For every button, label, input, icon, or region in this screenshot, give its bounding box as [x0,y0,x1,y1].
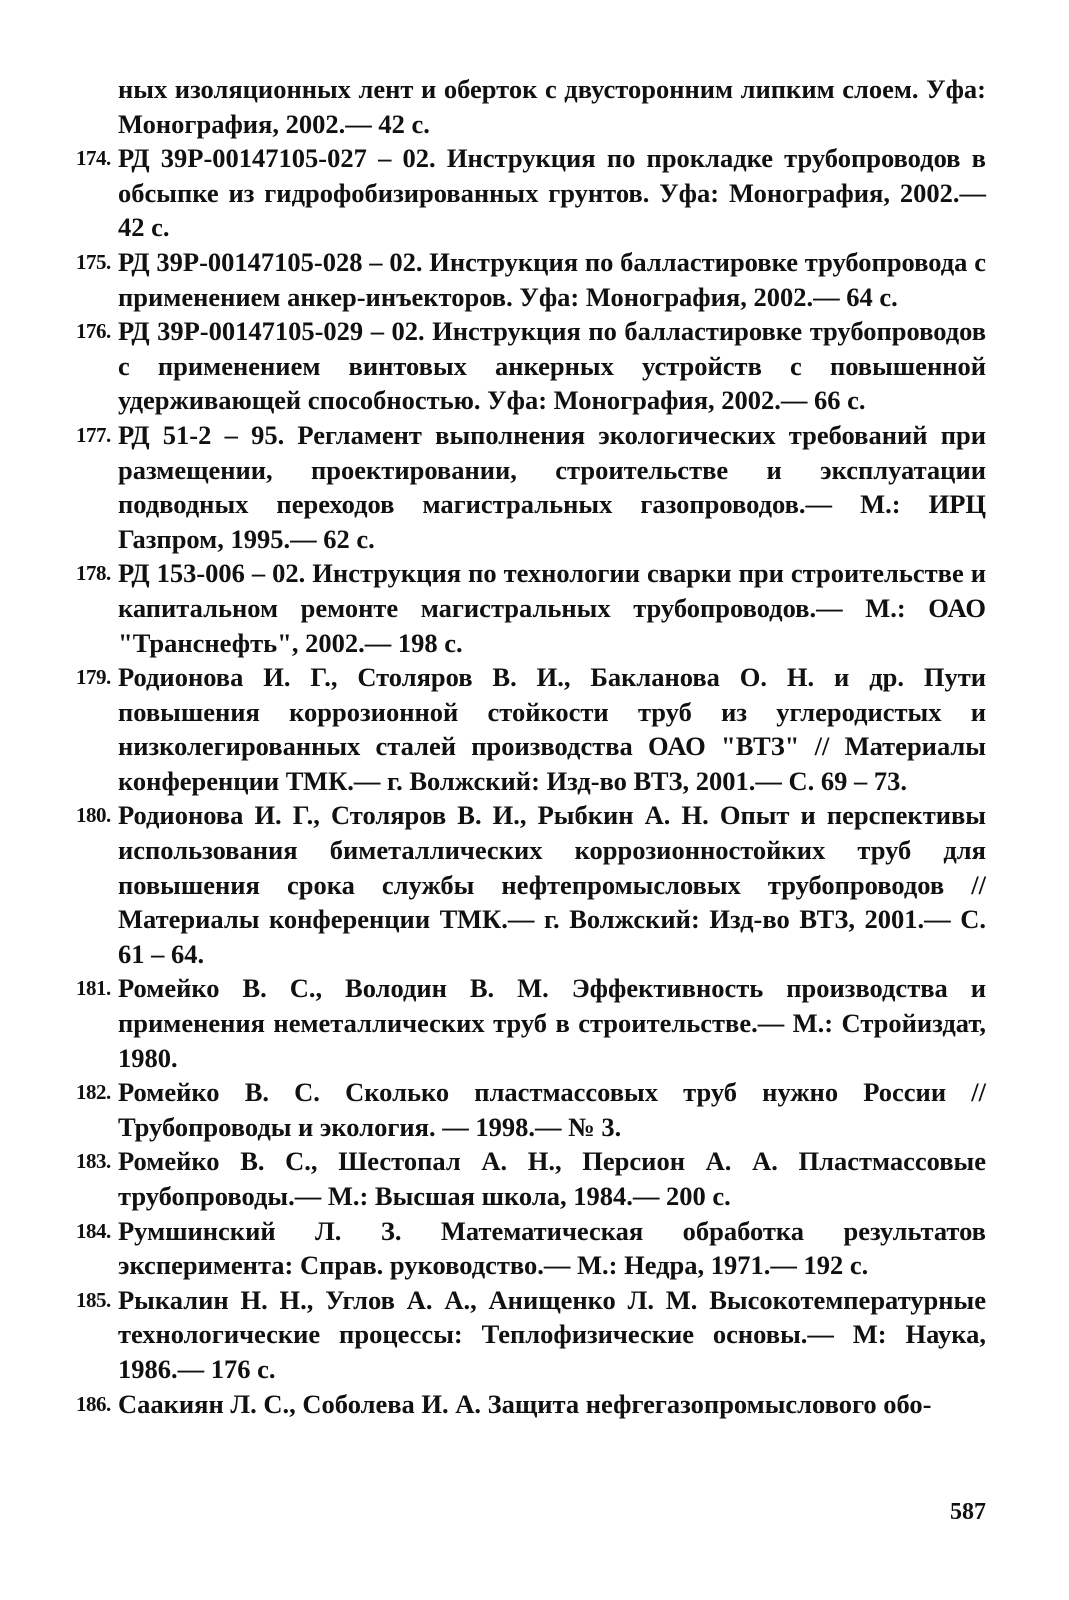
entry-text: Родионова И. Г., Столяров В. И., Рыбкин А. Н. Опыт и перспективы использования биметаллических коррозионностойких труб для повышения срока службы нефтепромысловых трубопроводов // Материалы конференции ТМК.— г. Волжский: Изд-во ВТЗ, 2001.— С. 61 – 64. [118,800,986,969]
entry-number: 182. [76,1080,111,1105]
entry-number: 177. [76,422,111,447]
bibliography-page [76,72,986,1421]
entry-text: Румшинский Л. З. Математическая обработка результатов эксперимента: Справ. руководство.— М.: Недра, 1971.— 192 с. [118,1215,986,1281]
bibliography-entry [76,245,986,314]
entry-text: РД 153-006 – 02. Инструкция по технологии сварки при строительстве и капитальном ремонте магистральных трубопроводов.— М.: ОАО "Транснефть", 2002.— 198 с. [118,558,986,658]
entry-text: Ромейко В. С., Володин В. М. Эффективность производства и применения неметаллических труб в строительстве.— М.: Стройиздат, 1980. [118,973,986,1073]
entry-number: 181. [76,976,111,1001]
bibliography-entry [76,971,986,1075]
bibliography-entry [76,798,986,971]
entry-number: 186. [76,1391,111,1416]
entry-number: 185. [76,1287,111,1312]
bibliography-entry [76,1283,986,1387]
entry-text: Ромейко В. С. Сколько пластмассовых труб нужно России // Трубопроводы и экология. — 1998.— № 3. [118,1077,986,1142]
entry-number: 175. [76,249,111,274]
entry-text: Родионова И. Г., Столяров В. И., Бакланова О. Н. и др. Пути повышения коррозионной стойкости труб из углеродистых и низколегированных сталей производства ОАО "ВТЗ" // Материалы конференции ТМК.— г. Волжский: Изд-во ВТЗ, 2001.— С. 69 – 73. [118,662,986,796]
bibliography-entry [76,556,986,660]
bibliography-entry [76,314,986,418]
entry-number: 174. [76,146,111,171]
bibliography-entry [76,660,986,798]
bibliography-entry [76,1144,986,1213]
entry-number: 178. [76,561,111,586]
entry-text: РД 39Р-00147105-027 – 02. Инструкция по прокладке трубопроводов в обсыпке из гидрофобизированных грунтов. Уфа: Монография, 2002.— 42 с. [118,143,986,243]
bibliography-entry [76,1075,986,1144]
entry-number: 184. [76,1218,111,1243]
bibliography-entry [76,1214,986,1283]
bibliography-entry [76,418,986,556]
entry-text: РД 51-2 – 95. Регламент выполнения экологических требований при размещении, проектировании, строительстве и эксплуатации подводных переходов магистральных газопроводов.— М.: ИРЦ Газпром, 1995.— 62 с. [118,419,986,554]
entry-number: 180. [76,803,111,828]
bibliography-entry [76,141,986,245]
entry-text: РД 39Р-00147105-029 – 02. Инструкция по балластировке трубопроводов с применением винтовых анкерных устройств с повышенной удерживающей способностью. Уфа: Монография, 2002.— 66 с. [118,316,986,416]
entry-text: РД 39Р-00147105-028 – 02. Инструкция по балластировке трубопровода с применением анкер-инъекторов. Уфа: Монография, 2002.— 64 с. [118,246,986,312]
bibliography-entry [76,1387,986,1422]
page-number: 587 [950,1499,986,1525]
entry-number: 183. [76,1149,111,1174]
entry-text: Рыкалин Н. Н., Углов А. А., Анищенко Л. М. Высокотемпературные технологические процессы: Теплофизические основы.— М: Наука, 1986.— 176 с. [118,1284,986,1384]
bibliography-continuation: ных изоляционных лент и оберток с двусторонним липким слоем. Уфа: Монография, 2002.— 42 с. [118,74,986,139]
entry-text: Ромейко В. С., Шестопал А. Н., Персион А. А. Пластмассовые трубопроводы.— М.: Высшая школа, 1984.— 200 с. [118,1146,986,1211]
entry-number: 179. [76,665,111,690]
entry-number: 176. [76,319,111,344]
entry-text: Саакиян Л. С., Соболева И. А. Защита нефгегазопромыслового обо- [118,1388,932,1419]
